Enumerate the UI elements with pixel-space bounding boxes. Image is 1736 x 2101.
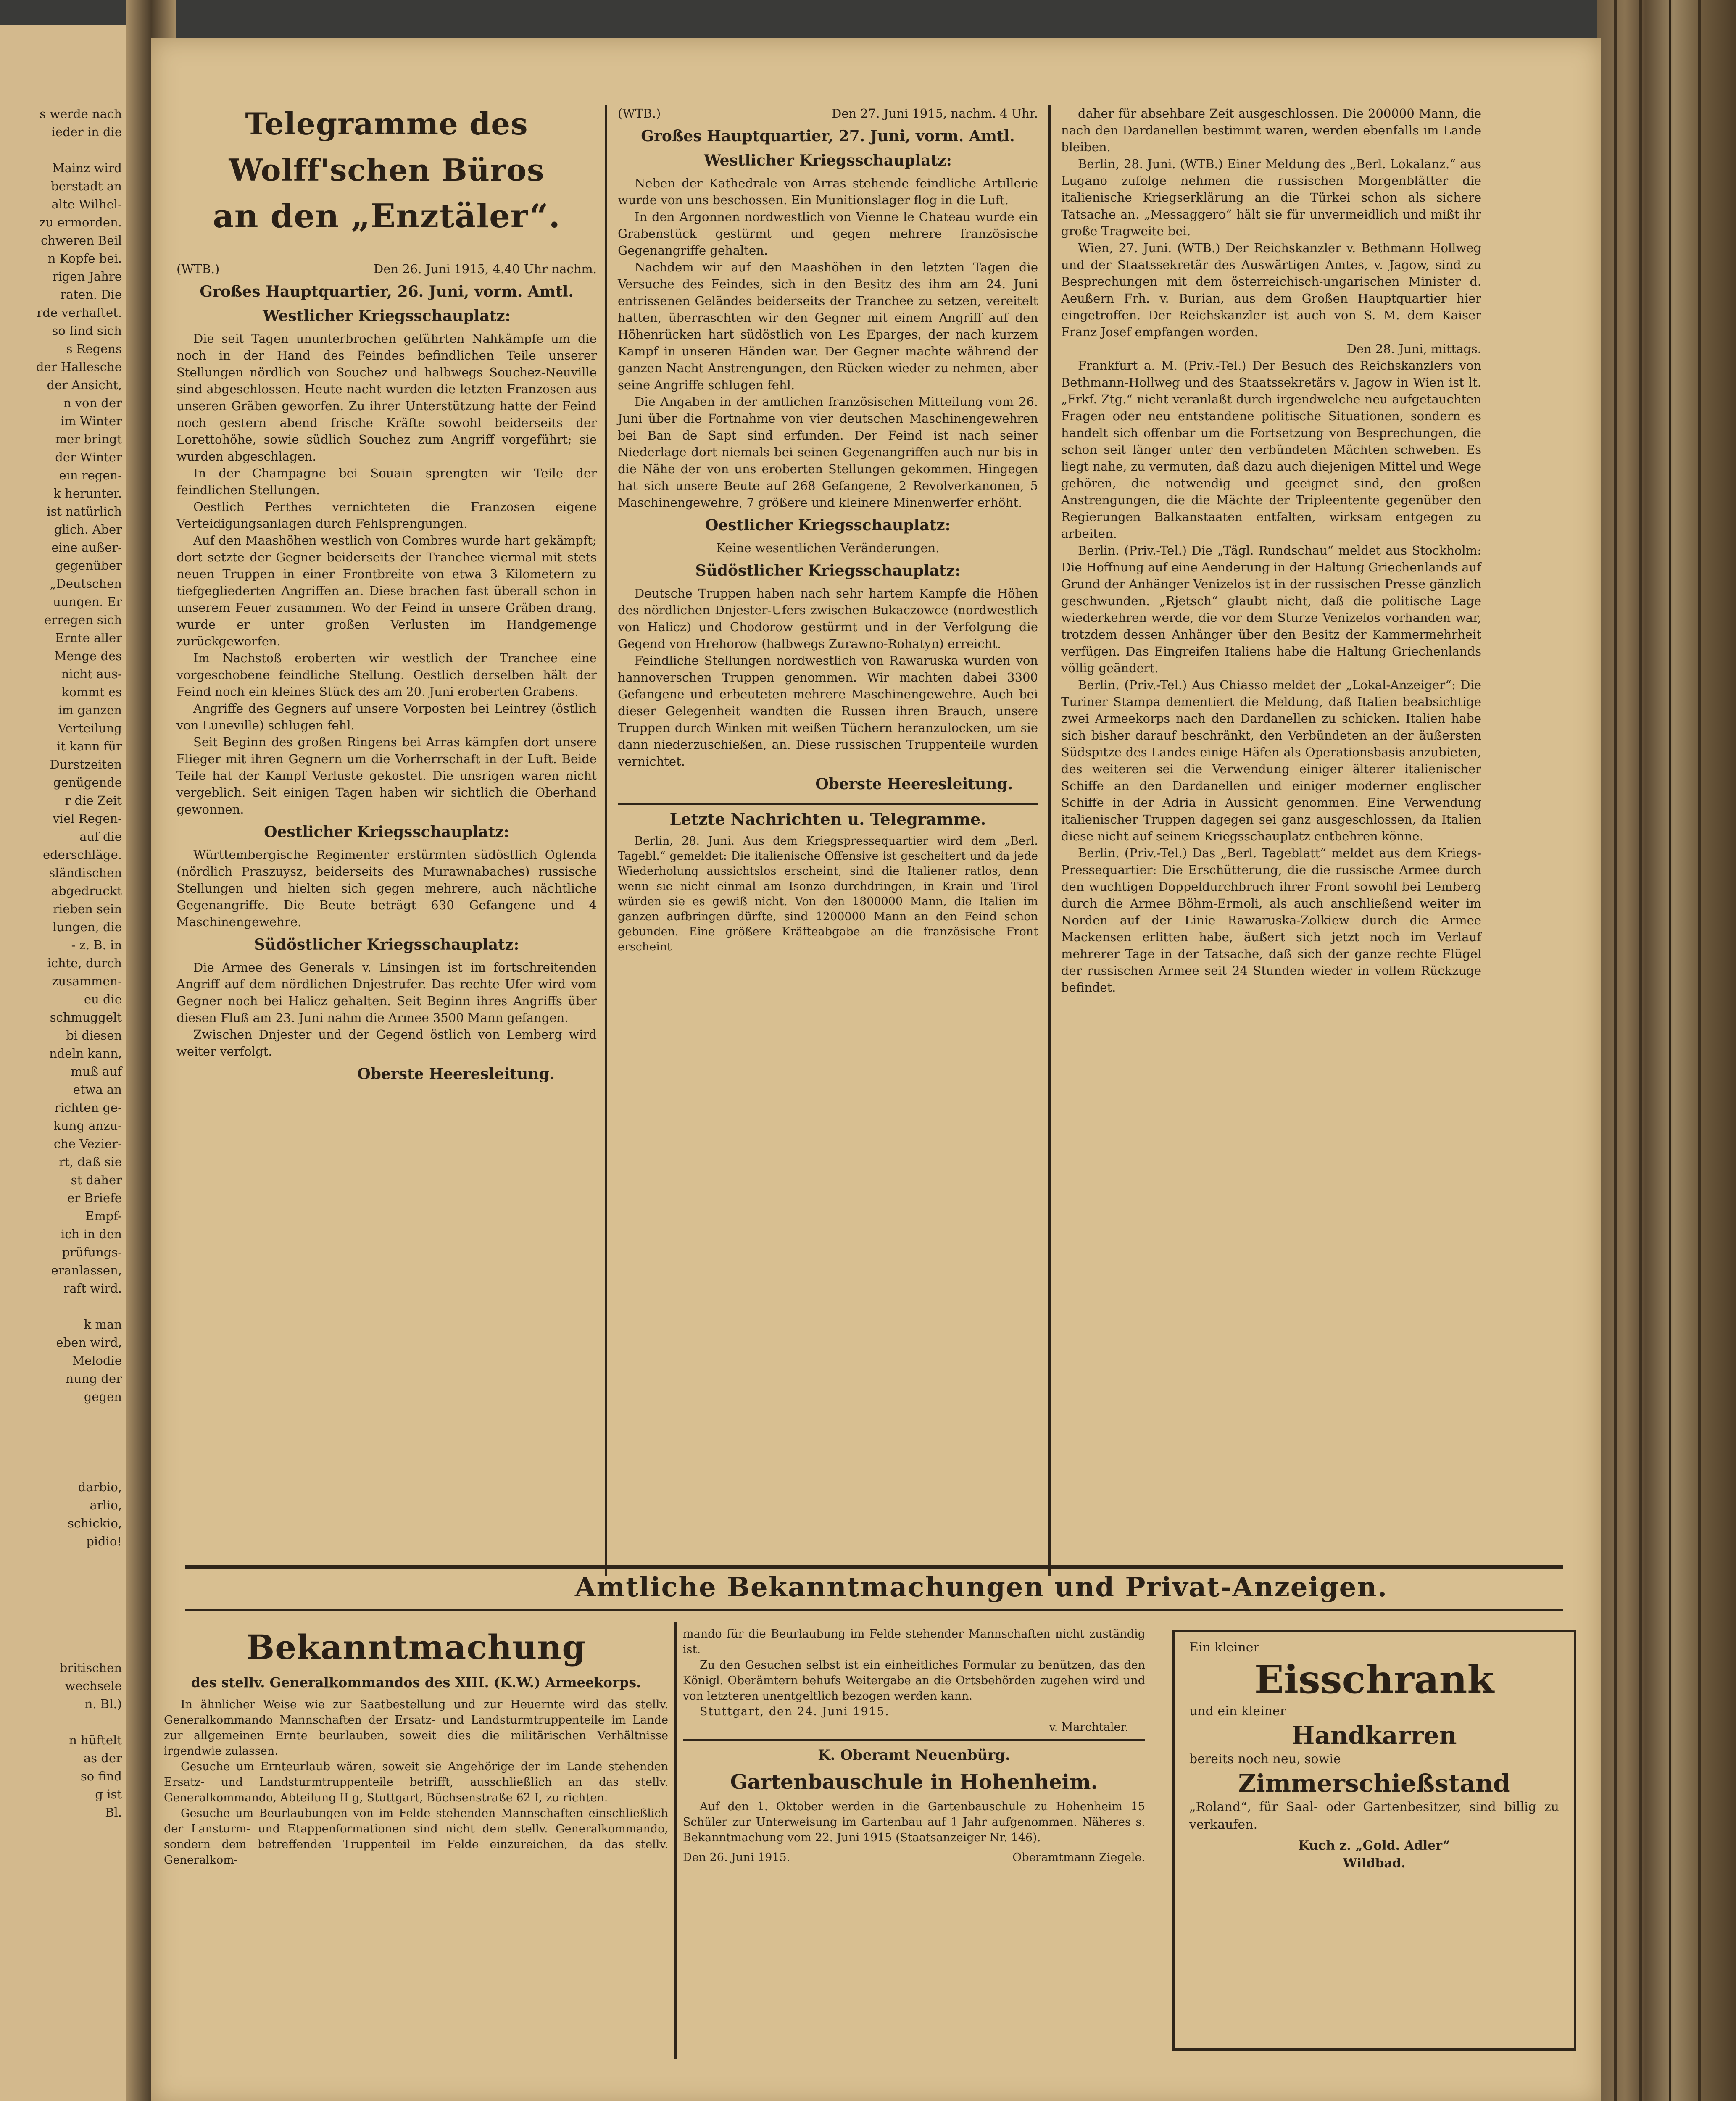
dateline-date: Den 27. Juni 1915, nachm. 4 Uhr. <box>832 106 1038 121</box>
left-page-line: k herunter. <box>53 486 122 500</box>
dateline-agency: (WTB.) <box>176 262 220 276</box>
classified-ad <box>1189 1639 1559 1872</box>
left-page-line: Durstzeiten <box>50 757 122 771</box>
left-page-line: der Hallesche <box>36 360 122 374</box>
left-page-line: mer bringt <box>55 432 122 446</box>
left-page-line <box>0 1641 122 1659</box>
column-1 <box>176 101 597 1088</box>
left-page-line: rt, daß sie <box>59 1155 122 1169</box>
left-page-line: er Briefe <box>67 1191 122 1205</box>
left-page-line: nung der <box>66 1372 122 1386</box>
ad-line: „Roland“, für Saal- oder Gartenbesitzer, sind billig zu verkaufen. <box>1189 1800 1559 1832</box>
paragraph: In ähnlicher Weise wie zur Saatbestellung und zur Heuernte wird das stellv. Generalkommando Mannschaften der Ersatz- und Landsturmtruppenteile im Lande zur allgemeinen Ernte beurlauben, soweit dies die militärischen Verhältnisse irgendwie zulassen. <box>164 1698 668 1758</box>
left-page-line: kung anzu- <box>53 1119 122 1133</box>
paragraph: Keine wesentlichen Veränderungen. <box>716 541 940 555</box>
left-page-line: sländischen <box>49 866 122 880</box>
paragraph: daher für absehbare Zeit ausgeschlossen. Die 200000 Mann, die nach den Dardanellen bestimmt waren, werden ebenfalls im Lande bleiben. <box>1061 106 1481 154</box>
left-page-line: it kann für <box>57 739 122 753</box>
left-page-fragment <box>0 25 139 2101</box>
left-page-line: Menge des <box>54 649 122 663</box>
left-page-line: nicht aus- <box>61 667 122 681</box>
left-page-line: k man <box>84 1317 122 1332</box>
section-southeast: Südöstlicher Kriegsschauplatz: <box>695 562 961 579</box>
left-page-line: Bl. <box>105 1805 122 1819</box>
left-page-line <box>0 1713 122 1731</box>
left-page-line: abgedruckt <box>51 884 122 898</box>
left-page-line: eine außer- <box>51 540 122 555</box>
left-page-line: so find sich <box>52 324 122 338</box>
ad-item-zimmerschiessstand: Zimmerschießstand <box>1238 1769 1510 1798</box>
announcement-signature: v. Marchtaler. <box>1049 1721 1128 1734</box>
left-page-line: bi diesen <box>66 1028 122 1043</box>
banner-rule-bottom <box>185 1609 1563 1611</box>
announcement-subtitle: des stellv. Generalkommandos des XIII. (K.W.) Armeekorps. <box>191 1674 641 1690</box>
section-rule <box>618 803 1038 805</box>
section-west: Westlicher Kriegsschauplatz: <box>704 152 952 169</box>
main-heading-line-1: Telegramme des Wolff'schen Büros <box>229 106 545 188</box>
paragraph: Die Armee des Generals v. Linsingen ist im fortschreitenden Angriff auf dem nördlichen Dnjestrufer. Das rechte Ufer wird vom Gegner noch bei Halicz gehalten. Seit Beginn ihres Angriffs über diesen Fluß am 23. Juni nahm die Armee 3500 Mann gefangen. <box>176 960 597 1025</box>
ads-banner: Amtliche Bekanntmachungen und Privat-Anzeigen. <box>574 1572 1388 1603</box>
left-page-line: rieben sein <box>53 902 122 916</box>
left-page-line: as der <box>84 1751 122 1765</box>
left-page-line: eu die <box>84 992 122 1006</box>
left-page-line: che Vezier- <box>53 1137 122 1151</box>
paragraph: Oestlich Perthes vernichteten die Franzosen eigene Verteidigungsanlagen durch Fehlsprengungen. <box>176 500 597 531</box>
column-2 <box>618 105 1038 955</box>
left-page-line: Empf- <box>85 1209 122 1223</box>
left-page-line: muß auf <box>71 1064 122 1079</box>
left-page-line <box>0 1424 122 1442</box>
left-page-line: schickio, <box>68 1516 122 1530</box>
newspaper-page <box>151 38 1601 2101</box>
left-page-line <box>0 1587 122 1605</box>
left-page-line <box>0 1623 122 1641</box>
left-page-line: darbio, <box>78 1480 122 1494</box>
section-southeast: Südöstlicher Kriegsschauplatz: <box>254 936 519 953</box>
paragraph: Seit Beginn des großen Ringens bei Arras kämpfen dort unsere Flieger mit ihren Gegnern um die Vorherrschaft in der Luft. Beide Teile hat der Kampf Verluste gekostet. Die unsrigen waren nicht vergeblich. Seit einigen Tagen haben wir sichtlich die Oberhand gewonnen. <box>176 735 597 816</box>
left-page-line: n. Bl.) <box>84 1697 122 1711</box>
left-page-line: zusammen- <box>52 974 122 988</box>
left-page-line: ichte, durch <box>47 956 122 970</box>
left-page-line: rigen Jahre <box>52 269 122 284</box>
left-page-line: raten. Die <box>60 287 122 302</box>
left-page-line: ich in den <box>61 1227 122 1241</box>
left-page-text <box>0 105 126 1822</box>
main-heading-line-2: an den „Enztäler“. <box>213 197 561 235</box>
left-page-line: etwa an <box>73 1082 122 1097</box>
paragraph: Zwischen Dnjester und der Gegend östlich von Lemberg wird weiter verfolgt. <box>176 1027 597 1058</box>
hq-line: Großes Hauptquartier, 27. Juni, vorm. Amtl. <box>641 127 1015 145</box>
left-page-line: uungen. Er <box>53 595 122 609</box>
paragraph: Wien, 27. Juni. (WTB.) Der Reichskanzler v. Bethmann Hollweg und der Staatssekretär des Auswärtigen Amtes, v. Jagow, sind zu Besprechungen mit dem österreichisch-ungarischen Minister d. Aeußern Frh. v. Burian, aus dem Großen Hauptquartier hier eingetroffen. Der Reichskanzler ist auch von S. M. dem Kaiser Franz Josef empfangen worden. <box>1061 241 1481 339</box>
left-page-line <box>0 1605 122 1623</box>
ad-line: bereits noch neu, sowie <box>1189 1752 1341 1767</box>
left-page-line: ederschläge. <box>42 848 122 862</box>
dateline-date: Den 26. Juni 1915, 4.40 Uhr nachm. <box>374 262 597 276</box>
left-page-line: Ernte aller <box>55 631 122 645</box>
paragraph: Frankfurt a. M. (Priv.-Tel.) Der Besuch des Reichskanzlers von Bethmann-Hollweg und des Staatssekretärs v. Jagow in Wien ist lt. „Frkf. Ztg.“ nicht veranlaßt durch irgendwelche neu aufgetauchten Fragen oder neu entstandene politische Situationen, sondern es handelt sich offenbar um die Fortsetzung von Besprechungen, die schon seit länger unter den verbündeten Mächten schweben. Es liegt nahe, zu vermuten, daß dazu auch diejenigen Mittel und Wege gehören, die notwendig und geeignet sind, den großen Anstrengungen, die die Mächte der Tripleentente gegenüber den Regierungen Balkanstaaten entfalten, wirksam entgegen zu arbeiten. <box>1061 358 1481 541</box>
left-page-line: ein regen- <box>59 468 122 482</box>
paragraph: In der Champagne bei Souain sprengten wir Teile der feindlichen Stellungen. <box>176 466 597 497</box>
left-page-line: eranlassen, <box>51 1263 122 1277</box>
date-line: Den 28. Juni, mittags. <box>1346 342 1481 356</box>
left-page-line: chweren Beil <box>41 233 122 247</box>
ad-rule <box>674 1622 677 2059</box>
left-page-line: Melodie <box>72 1353 122 1368</box>
paragraph: Gesuche um Ernteurlaub wären, soweit sie Angehörige der im Lande stehenden Ersatz- und Landsturmtruppenteile betrifft, ausschließlich an das stellv. Generalkommando, Abteilung II g, Stuttgart, Büchsenstraße 62 I, zu richten. <box>164 1760 668 1804</box>
left-page-line: im Winter <box>61 414 122 428</box>
left-page-line: der Ansicht, <box>47 378 122 392</box>
ad-line: und ein kleiner <box>1189 1704 1286 1719</box>
left-page-line: viel Regen- <box>53 811 122 826</box>
dateline <box>176 261 597 277</box>
banner-rule-top <box>185 1565 1563 1569</box>
left-page-line: g ist <box>95 1787 122 1801</box>
signature: Oberste Heeresleitung. <box>357 1065 555 1083</box>
left-page-line: glich. Aber <box>54 522 122 537</box>
paragraph: Neben der Kathedrale von Arras stehende feindliche Artillerie wurde von uns beschossen. Ein Munitionslager flog in die Luft. <box>618 176 1038 207</box>
ad-divider <box>683 1739 1145 1741</box>
announcement-generalkommando <box>164 1626 668 1868</box>
paragraph: Berlin. (Priv.-Tel.) Die „Tägl. Rundschau“ meldet aus Stockholm: Die Hoffnung auf eine Aenderung in der Haltung Griechenlands auf Grund der Anhänger Venizelos ist in der russischen Presse gänzlich geschwunden. „Rjetsch“ glaubt nicht, daß die politische Lage wiederkehren werde, die vor dem Sturze Venizelos vorhanden war, trotzdem dessen Anhänger über den Besitz der Kammermehrheit verfügen. Das Eingreifen Italiens habe die Haltung Griechenlands völlig geändert. <box>1061 543 1481 675</box>
left-page-line: genügende <box>53 775 122 790</box>
left-page-line: n hüftelt <box>69 1733 122 1747</box>
paragraph: In den Argonnen nordwestlich von Vienne le Chateau wurde ein Grabenstück gestürmt und gegen mehrere französische Gegenangriffe gehalten. <box>618 210 1038 258</box>
left-page-line: zu ermorden. <box>39 215 122 229</box>
left-page-line: wechsele <box>65 1679 122 1693</box>
ad-item-eisschrank: Eisschrank <box>1254 1657 1494 1702</box>
left-page-line: n von der <box>63 396 122 410</box>
ad-footer <box>683 1850 1145 1865</box>
left-page-line: rde verhaftet. <box>37 305 122 320</box>
left-page-line: gegen <box>84 1390 122 1404</box>
left-page-line: berstadt an <box>51 179 122 193</box>
left-page-line: lungen, die <box>53 920 122 934</box>
left-page-line: arlio, <box>90 1498 122 1512</box>
left-page-line: s werde nach <box>40 107 122 121</box>
left-page-line: Mainz wird <box>52 161 122 175</box>
left-page-line: ist natürlich <box>47 504 122 519</box>
left-page-line: erregen sich <box>44 613 122 627</box>
book-binding-edge <box>1597 0 1736 2101</box>
paragraph: Württembergische Regimenter erstürmten südöstlich Oglenda (nördlich Praszuysz, beiderseits des Murawnabaches) russische Stellungen und hielten sich gegen mehrere, auch nächtliche Gegenangriffe. Die Beute beträgt 630 Gefangene und 4 Maschinengewehre. <box>176 848 597 929</box>
left-page-line: auf die <box>79 829 122 844</box>
ad-item-handkarren: Handkarren <box>1291 1721 1457 1750</box>
left-page-line: eben wird, <box>56 1335 122 1350</box>
announcement-place-date: Stuttgart, den 24. Juni 1915. <box>700 1705 890 1718</box>
left-page-line: kommt es <box>62 685 122 699</box>
section-west: Westlicher Kriegsschauplatz: <box>263 307 511 325</box>
left-page-line <box>0 1460 122 1478</box>
left-page-line: richten ge- <box>54 1101 122 1115</box>
left-page-line: britischen <box>59 1661 122 1675</box>
hq-line: Großes Hauptquartier, 26. Juni, vorm. Amtl. <box>200 283 574 300</box>
left-page-line: „Deutschen <box>50 577 122 591</box>
left-page-line <box>0 141 122 159</box>
announcement-title: Bekanntmachung <box>246 1627 586 1667</box>
column-rule <box>1048 105 1051 1576</box>
main-heading <box>176 101 597 240</box>
paragraph: Berlin. (Priv.-Tel.) Das „Berl. Tageblatt“ meldet aus dem Kriegs-Pressequartier: Die Erschütterung, die die russische Armee durch den wuchtigen Doppeldurchbruch ihrer Front sowohl bei Lemberg durch die Armee Böhm-Ermoli, als auch anschließend weiter im Norden auf der Linie Rawaruska-Zolkiew durch die Armee Mackensen erlitten habe, äußert sich jetzt noch im Verlauf mehrerer Tage in der Tatsache, daß sich der ganze rechte Flügel der russischen Armee seit 24 Stunden wieder in vollem Rückzuge befindet. <box>1061 846 1481 995</box>
paragraph: Feindliche Stellungen nordwestlich von Rawaruska wurden von hannoverschen Truppen genommen. Wir machten dabei 3300 Gefangene und erbeuteten mehrere Maschinengewehre. Auch bei dieser Gelegenheit wandten die Russen ihren Brauch, unsere Truppen durch Winken mit weißen Tüchern heranzulocken, um sie dann niederzuschießen, an. Diese russischen Truppenteile wurden vernichtet. <box>618 653 1038 769</box>
paragraph: Nachdem wir auf den Maashöhen in den letzten Tagen die Versuche des Feindes, sich in den Besitz des ihm am 24. Juni entrissenen Geländes beiderseits der Tranchee zu setzen, vereitelt hatten, überraschten wir den Gegner mit einem Angriff auf den Höhenrücken hart südöstlich von Les Eparges, der nach kurzem Kampf in unseren Händen war. Der Gegner machte während der ganzen Nacht Anstrengungen, den Rücken wieder zu nehmen, aber seine Angriffe schlugen fehl. <box>618 260 1038 392</box>
left-page-line: n Kopfe bei. <box>47 251 122 266</box>
school-title: Gartenbauschule in Hohenheim. <box>730 1770 1098 1794</box>
paragraph: Berlin, 28. Juni. Aus dem Kriegspressequartier wird dem „Berl. Tagebl.“ gemeldet: Die italienische Offensive ist gescheitert und da jede Wiederholung aussichtslos erscheint, sind die Italiener ratlos, denn wenn sie nicht einmal am Isonzo durchdringen, in Krain und Tirol würden sie es gewiß nicht. Von den 1800000 Mann, die Italien im ganzen aufbringen dürfte, sind 1200000 Mann an den Feind schon gebunden. Eine größere Kräfteabgabe an die französische Front erscheint <box>618 835 1038 953</box>
paragraph: Die Angaben in der amtlichen französischen Mitteilung vom 26. Juni über die Fortnahme von vier deutschen Maschinengewehren bei Ban de Sapt sind erfunden. Der Feind ist nach seiner Niederlage dort niemals bei seinen Gegenangriffen auch nur bis in die Nähe der von uns eroberten Stellungen gekommen. Hingegen hat sich unsere Beute auf 268 Gefangene, 2 Revolverkanonen, 5 Maschinengewehre, 7 größere und kleinere Minenwerfer erhöht. <box>618 395 1038 510</box>
left-page-line: ndeln kann, <box>49 1046 122 1061</box>
paragraph: Deutsche Truppen haben nach sehr hartem Kampfe die Höhen des nördlichen Dnjester-Ufers zwischen Bukaczowce (nordwestlich von Halicz) und Chodorow gestürmt und in der Verfolgung die Gegend von Hrehorow (halbwegs Zurawno-Rohatyn) erreicht. <box>618 586 1038 651</box>
paragraph: Gesuche um Beurlaubungen von im Felde stehenden Mannschaften einschließlich der Lansturm- und Etappenformationen sind nicht dem stellv. Generalkommando, sondern dem betreffenden Truppenteil im Felde einzureichen, da das stellv. Generalkom- <box>164 1807 668 1867</box>
signature: Oberste Heeresleitung. <box>815 775 1013 793</box>
dateline <box>618 105 1038 122</box>
left-page-line: - z. B. in <box>71 938 122 952</box>
paragraph: mando für die Beurlaubung im Felde stehender Mannschaften nicht zuständig ist. <box>683 1627 1145 1656</box>
latest-news-heading: Letzte Nachrichten u. Telegramme. <box>669 810 986 829</box>
ad-place: Wildbad. <box>1343 1856 1406 1871</box>
left-page-line: der Winter <box>55 450 122 464</box>
paragraph: Zu den Gesuchen selbst ist ein einheitliches Formular zu benützen, das den Königl. Oberämtern behufs Weitergabe an die Ortsbehörden zugehen wird und von letzteren unentgeltlich bezogen werden kann. <box>683 1659 1145 1703</box>
ad-seller: Kuch z. „Gold. Adler“ <box>1298 1838 1450 1853</box>
left-page-line: Verteilung <box>58 721 122 735</box>
left-page-line: pidio! <box>86 1534 122 1548</box>
ad-signature: Oberamtmann Ziegele. <box>1012 1851 1145 1864</box>
left-page-line: r die Zeit <box>65 793 122 808</box>
left-page-line: prüfungs- <box>62 1245 122 1259</box>
section-east: Oestlicher Kriegsschauplatz: <box>264 823 509 841</box>
left-page-line <box>0 1569 122 1587</box>
paragraph: Auf den 1. Oktober werden in die Gartenbauschule zu Hohenheim 15 Schüler zur Unterweisung im Gartenbau auf 1 Jahr aufgenommen. Näheres s. Bekanntmachung vom 22. Juni 1915 (Staatsanzeiger Nr. 146). <box>683 1800 1145 1844</box>
left-page-line: gegenüber <box>55 558 122 573</box>
section-east: Oestlicher Kriegsschauplatz: <box>705 516 951 534</box>
left-page-line: raft wird. <box>63 1281 122 1295</box>
left-page-line: so find <box>80 1769 122 1783</box>
paragraph: Die seit Tagen ununterbrochen geführten Nahkämpfe um die noch in der Hand des Feindes befindlichen Teile unserer Stellungen nördlich von Souchez und halbwegs Souchez-Neuville sind abgeschlossen. Heute nacht wurden die letzten Franzosen aus unseren Gräben geworfen. Zu ihrer Unterstützung hatte der Feind noch gestern abend frische Kräfte sowohl beiderseits der Lorettohöhe, sowie südlich Souchez zum Angriff vorgeführt; sie wurden abgeschlagen. <box>176 332 597 463</box>
left-page-line: im ganzen <box>58 703 122 717</box>
left-page-line: s Regens <box>66 342 122 356</box>
paragraph: Im Nachstoß eroberten wir westlich der Tranchee eine vorgeschobene feindliche Stellung. Oestlich derselben hält der Feind noch ein kleines Stück des am 20. Juni eroberten Grabens. <box>176 651 597 699</box>
paragraph: Angriffe des Gegners auf unsere Vorposten bei Leintrey (östlich von Luneville) schlugen fehl. <box>176 701 597 732</box>
left-page-line: schmuggelt <box>50 1010 122 1024</box>
dateline-agency: (WTB.) <box>618 106 661 121</box>
column-3 <box>1061 105 1481 996</box>
paragraph: Berlin, 28. Juni. (WTB.) Einer Meldung des „Berl. Lokalanz.“ aus Lugano zufolge nehmen die russischen Morgenblätter die italienische Kriegserklärung an die Türkei schon als sichere Tatsache an. „Messaggero“ hält sie für unvermeidlich und mißt ihr große Tragweite bei. <box>1061 157 1481 238</box>
office-name: K. Oberamt Neuenbürg. <box>818 1747 1010 1764</box>
paragraph: Berlin. (Priv.-Tel.) Aus Chiasso meldet der „Lokal-Anzeiger“: Die Turiner Stampa dementiert die Meldung, daß Italien beabsichtige zwei Armeekorps nach den Dardanellen zu schicken. Italien habe sich bisher darauf beschränkt, den Verbündeten an der äußersten Südspitze des Landes einige Häfen als Operationsbasis anzubieten, des weiteren sei die Verwendung einiger älterer italienischer Schiffe an den Dardanellen und einiger moderner englischer Schiffe in der Adria in Aussicht genommen. Eine Verwendung italienischer Truppen dagegen sei ganz ausgeschlossen, da Italien diese nicht auf seinem Kriegsschauplatz entbehren könne. <box>1061 678 1481 843</box>
left-page-line: ieder in die <box>51 125 122 139</box>
left-page-line <box>0 1442 122 1460</box>
ad-date: Den 26. Juni 1915. <box>683 1851 790 1864</box>
left-page-line: st daher <box>71 1173 122 1187</box>
left-page-line <box>0 1406 122 1424</box>
left-page-line <box>0 1298 122 1316</box>
left-page-line: alte Wilhel- <box>51 197 122 211</box>
ad-line: Ein kleiner <box>1189 1640 1259 1655</box>
paragraph: Auf den Maashöhen westlich von Combres wurde hart gekämpft; dort setzte der Gegner beiderseits der Tranchee viermal mit stets neuen Truppen in einer Frontbreite von etwa 3 Kilometern zu tiefgegliederten Angriffen an. Diese brachen fast überall schon in unserem Feuer zusammen. Wo der Feind in unsere Gräben drang, wurde er unter großen Verlusten im Handgemenge zurückgeworfen. <box>176 533 597 648</box>
announcement-continued <box>683 1626 1145 1865</box>
left-page-line <box>0 1551 122 1569</box>
column-rule <box>605 105 607 1576</box>
